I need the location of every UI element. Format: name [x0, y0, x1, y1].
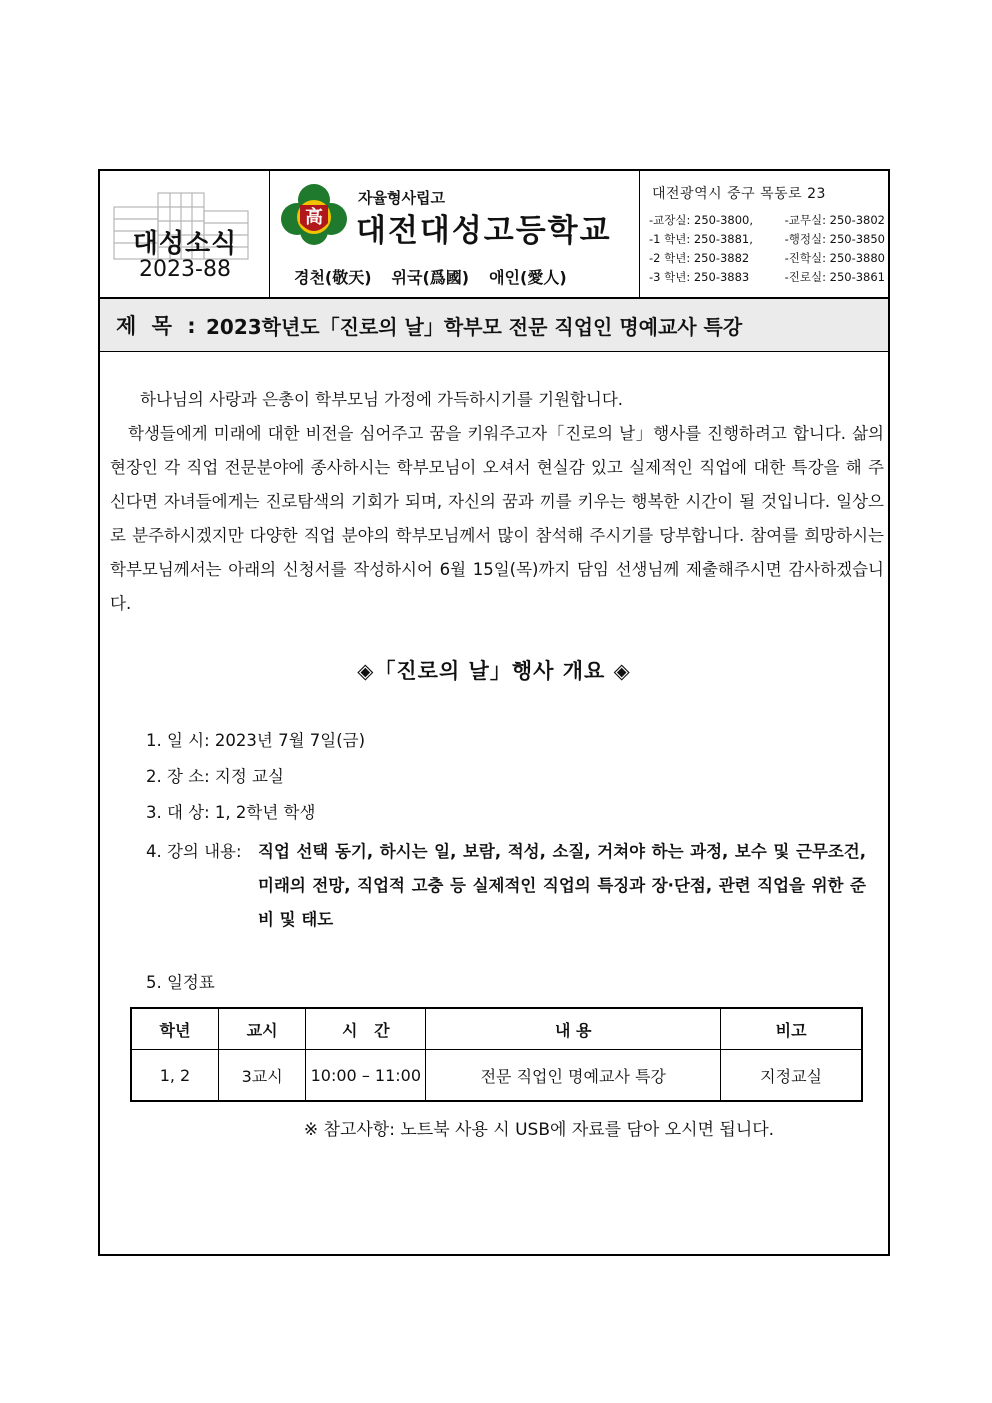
phone-row: -2 학년: 250-3882 -진학실: 250-3880: [649, 251, 885, 265]
greeting-paragraph: 하나님의 사랑과 은총이 학부모님 가정에 가득하시기를 기원합니다.: [140, 390, 624, 409]
school-name: 대전대성고등학교: [356, 213, 612, 249]
table-cell: 전문 직업인 명예교사 특강: [426, 1050, 721, 1102]
svg-text:高: 高: [305, 207, 323, 228]
column-header: 시 간: [306, 1008, 426, 1050]
overview-item-place: 2. 장 소: 지정 교실: [146, 767, 284, 786]
phone-row: -3 학년: 250-3883 -진로실: 250-3861: [649, 270, 885, 284]
body-paragraph: 학생들에게 미래에 대한 비전을 심어주고 꿈을 키워주고자「진로의 날」행사를 진행하려고 합니다. 삶의 현장인 각 직업 전문분야에 종사하시는 학부모님이 오셔서 현실감 있고 실제적인 직업에 대한 특강을 해 주신다면 자녀들에게는 진로탐색의 기회가 되며, 자신의 꿈과 끼를 키우는 행복한 시간이 될 것입니다. 일상으로 분주하시겠지만 다양한 직업 분야의 학부모님께서 많이 참석해 주시기를 당부합니다. 참여를 희망하시는 학부모님께서는 아래의 신청서를 작성하시어 6월 15일(목)까지 담임 선생님께 제출해주시면 감사하겠습니다.: [110, 424, 884, 613]
letterhead: [100, 171, 888, 299]
column-header: 교시: [218, 1008, 305, 1050]
motto-item: 경천(敬天): [294, 268, 372, 287]
column-header: 비고: [721, 1008, 862, 1050]
newsletter-frame: [98, 169, 890, 1256]
phone-directory: [649, 211, 885, 287]
table-header-row: [131, 1008, 862, 1050]
schedule-table: [130, 1007, 863, 1102]
reference-note: ※ 참고사항: 노트북 사용 시 USB에 자료를 담아 오시면 됩니다.: [303, 1120, 775, 1140]
newsletter-badge: [100, 171, 270, 297]
subject-title: 2023학년도「진로의 날」학부모 전문 직업인 명예교사 특강: [206, 315, 743, 339]
table-cell: 지정교실: [721, 1050, 862, 1102]
content-text: 직업 선택 동기, 하시는 일, 보람, 적성, 소질, 거쳐야 하는 과정, 보수 및 근무조건, 미래의 전망, 직업적 고충 등 실제적인 직업의 특징과 장·단점, 관련 직업을 위한 준비 및 태도: [258, 842, 866, 929]
subject-label: 제 목 :: [116, 314, 200, 338]
motto-item: 위국(爲國): [391, 268, 470, 287]
school-identity: [270, 171, 640, 297]
overview-item-schedule: 5. 일정표: [146, 973, 215, 992]
table-cell: 3교시: [218, 1050, 305, 1102]
school-motto: [294, 265, 567, 288]
column-header: 내 용: [426, 1008, 721, 1050]
phone-row: -1 학년: 250-3881, -행정실: 250-3850: [649, 232, 885, 246]
subject-bar: [100, 299, 888, 352]
overview-item-date: 1. 일 시: 2023년 7월 7일(금): [146, 731, 366, 750]
newsletter-number: 2023-88: [139, 257, 231, 282]
table-cell: 1, 2: [131, 1050, 218, 1102]
school-subtitle: 자율형사립고: [358, 189, 445, 207]
school-address: 대전광역시 중구 목동로 23: [652, 186, 826, 202]
phone-row: -교장실: 250-3800, -교무실: 250-3802: [649, 213, 885, 227]
overview-heading: ◈「진로의 날」행사 개요 ◈: [357, 659, 631, 683]
content-label: 4. 강의 내용:: [146, 842, 242, 861]
school-emblem-icon: [278, 183, 350, 247]
overview-item-target: 3. 대 상: 1, 2학년 학생: [146, 803, 316, 822]
newsletter-title: 대성소식: [132, 229, 238, 259]
motto-item: 애인(愛人): [489, 268, 567, 287]
school-contact: [640, 171, 890, 297]
column-header: 학년: [131, 1008, 218, 1050]
table-row: [131, 1050, 862, 1102]
table-cell: 10:00 – 11:00: [306, 1050, 426, 1102]
